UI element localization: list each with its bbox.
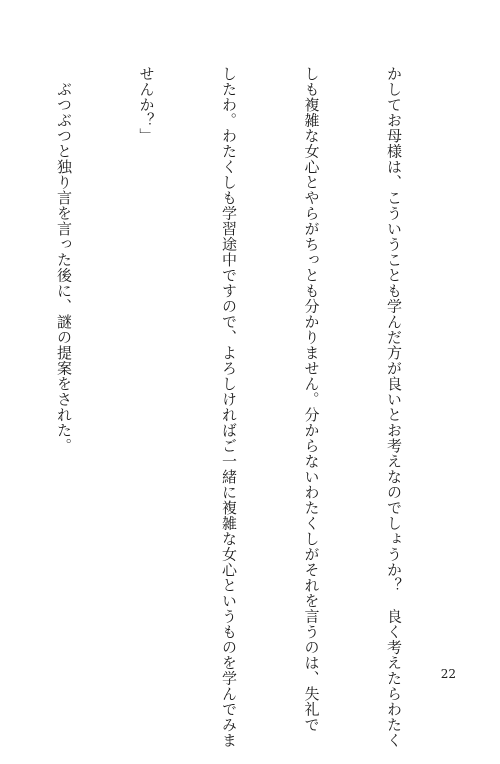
text-line: せんか？」: [137, 66, 156, 144]
page-number: 22: [440, 667, 456, 681]
text-line: したわ。わたくしも学習途中ですので、よろしければご一緒に複雑な女心というものを学んでみま: [220, 66, 238, 748]
text-line: ぶつぶつと独り言を言った後に、謎の提案をされた。: [55, 66, 73, 454]
text-line: しも複雑な女心とやらがちっとも分かりません。分からないわたくしがそれを言うのは、失礼で: [302, 66, 321, 733]
text-line: かしてお母様は、こういうことも学んだ方が良いとお考えなのでしょうか？ 良く考えたらわたく: [385, 66, 403, 748]
